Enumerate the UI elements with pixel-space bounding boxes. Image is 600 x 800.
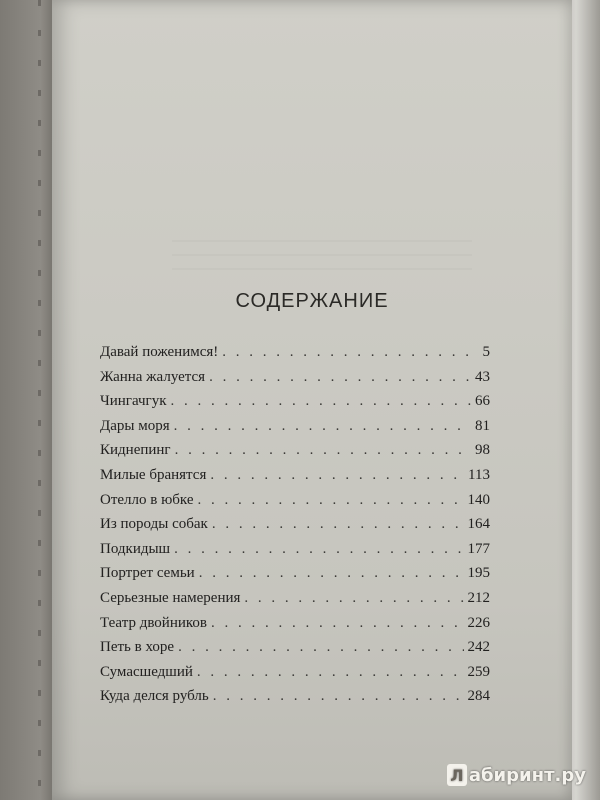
toc-entry xyxy=(100,684,490,709)
toc-entry-title: Подкидыш xyxy=(100,540,171,557)
watermark xyxy=(447,764,586,786)
toc-entry xyxy=(100,561,490,586)
leader-dots xyxy=(210,463,464,488)
toc-entry-title: Куда делся рубль xyxy=(100,688,209,705)
toc-entry-page: 98 xyxy=(475,442,490,459)
toc-entry-page: 81 xyxy=(475,417,490,434)
leader-dots xyxy=(197,660,464,685)
toc-entry xyxy=(100,537,490,562)
toc-entry-page: 43 xyxy=(475,368,490,385)
leader-dots xyxy=(178,635,463,660)
toc-entry-page: 5 xyxy=(482,344,490,360)
leader-dots xyxy=(244,586,463,611)
leader-dots xyxy=(211,611,464,636)
toc-entry-title: Жанна жалуется xyxy=(100,368,206,385)
toc-entry-page: 177 xyxy=(467,540,490,557)
leader-dots xyxy=(175,438,471,463)
toc-list xyxy=(100,340,490,709)
leader-dots xyxy=(212,512,464,537)
bleed-through-text xyxy=(172,240,472,280)
toc-entry xyxy=(100,586,490,611)
toc-entry-page: 259 xyxy=(467,663,490,680)
toc-entry xyxy=(100,438,490,463)
toc-entry-page: 164 xyxy=(467,516,490,533)
toc-entry-page: 195 xyxy=(467,565,490,582)
labirint-logo: Л xyxy=(447,764,467,786)
toc-entry xyxy=(100,463,490,488)
leader-dots xyxy=(171,389,472,414)
toc-entry xyxy=(100,365,490,390)
toc-entry-title: Из породы собак xyxy=(100,516,208,533)
leader-dots xyxy=(209,365,471,390)
toc-entry xyxy=(100,660,490,685)
toc-entry-title: Театр двойников xyxy=(100,614,207,631)
leader-dots xyxy=(174,414,471,439)
toc-entry-title: Петь в хоре xyxy=(100,639,175,656)
toc-entry-page: 113 xyxy=(468,466,490,483)
toc-entry-page: 242 xyxy=(467,639,490,656)
leader-dots xyxy=(199,561,464,586)
toc-entry-page: 226 xyxy=(467,614,490,631)
leader-dots xyxy=(222,340,478,365)
toc-entry xyxy=(100,414,490,439)
toc-entry-title: Киднепинг xyxy=(100,442,171,459)
toc-entry-title: Чингачгук xyxy=(100,393,167,410)
toc-entry xyxy=(100,488,490,513)
toc-entry-title: Сумасшедший xyxy=(100,663,193,680)
binding-stitch xyxy=(38,0,41,800)
toc-entry xyxy=(100,611,490,636)
left-page xyxy=(0,0,58,800)
toc-entry-page: 140 xyxy=(467,491,490,508)
toc-entry xyxy=(100,512,490,537)
leader-dots xyxy=(213,684,464,709)
watermark-text: абиринт.ру xyxy=(468,764,586,786)
toc-entry-title: Милые бранятся xyxy=(100,466,207,483)
toc-heading: СОДЕРЖАНИЕ xyxy=(235,290,389,312)
toc-entry xyxy=(100,389,490,414)
toc-entry-title: Давай поженимся! xyxy=(100,344,219,360)
leader-dots xyxy=(198,488,464,513)
toc-entry xyxy=(100,340,490,365)
toc-entry-title: Портрет семьи xyxy=(100,565,195,582)
toc-entry-page: 66 xyxy=(475,393,490,410)
leader-dots xyxy=(174,537,463,562)
toc-entry-page: 284 xyxy=(467,688,490,705)
toc-entry-title: Серьезные намерения xyxy=(100,589,241,606)
toc-entry-title: Отелло в юбке xyxy=(100,491,194,508)
toc-entry-page: 212 xyxy=(467,589,490,606)
toc-entry xyxy=(100,635,490,660)
toc-entry-title: Дары моря xyxy=(100,417,170,434)
